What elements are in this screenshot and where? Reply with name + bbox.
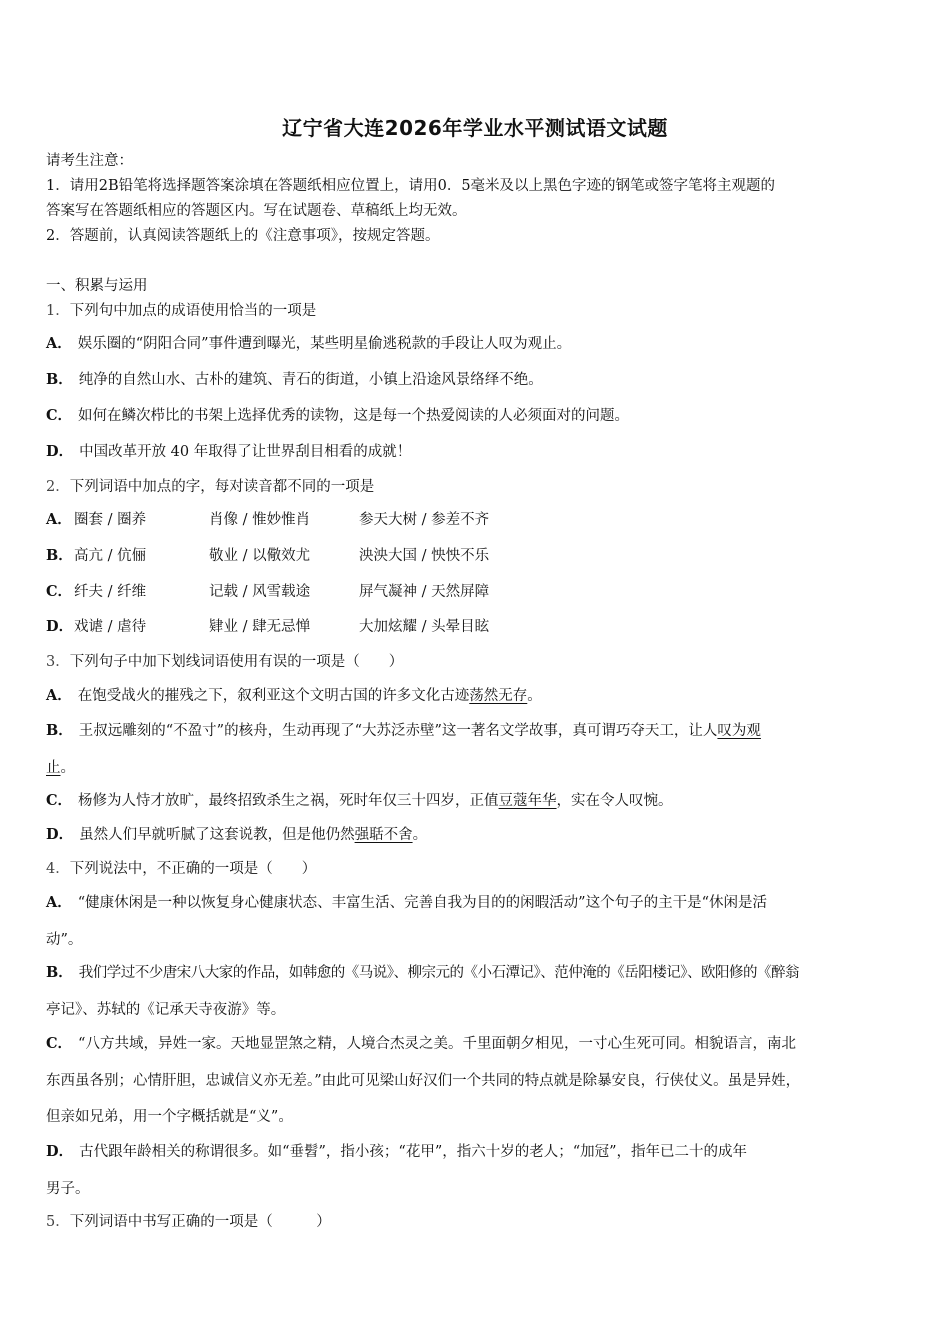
question-text: 下列词语中书写正确的一项是（ ） — [69, 1214, 331, 1230]
question-4-option-a-line-1 — [46, 893, 912, 913]
option-letter: D． — [46, 1143, 74, 1160]
question-1-option-a — [46, 334, 912, 354]
question-4-stem — [46, 859, 912, 879]
option-letter: D． — [46, 443, 74, 460]
notice-item-1-line-1: 1．请用2B铅笔将选择题答案涂填在答题纸相应位置上，请用0．5毫米及以上黑色字迹的钢笔或签字笔将主观题的 — [46, 178, 776, 194]
notice-heading: 请考生注意： — [46, 153, 133, 169]
question-1-stem — [46, 301, 912, 321]
question-2-option-b-pair-3: 泱泱大国 / 怏怏不乐 — [359, 548, 490, 564]
option-text-end: ，实在令人叹惋。 — [556, 793, 673, 809]
option-text-end: 。 — [60, 760, 75, 776]
question-1-option-c — [46, 406, 912, 426]
question-3-option-b-line-2 — [46, 758, 912, 778]
question-1-option-b — [46, 370, 912, 390]
question-4-option-c-line-2: 东西虽各别；心情肝胆，忠诚信义亦无差。”由此可见梁山好汉们一个共同的特点就是除暴安良，行侠仗义。虽是异姓， — [46, 1073, 801, 1089]
underlined-term: 强聒不舍 — [354, 827, 413, 843]
option-text: 古代跟年龄相关的称谓很多。如“垂髫”，指小孩；“花甲”，指六十岁的老人；“加冠”，指年已二十的成年 — [79, 1144, 748, 1160]
question-3-option-a — [46, 686, 912, 706]
question-number: 2． — [46, 479, 70, 495]
question-number: 5． — [46, 1214, 70, 1230]
underlined-term: 止 — [46, 760, 61, 776]
page-title: 辽宁省大连2026年学业水平测试语文试题 — [282, 116, 668, 140]
question-4-option-c-line-1 — [46, 1034, 912, 1054]
question-number: 3． — [46, 654, 70, 670]
question-2-option-b-pair-1: 高亢 / 伉俪 — [74, 548, 147, 564]
question-4-option-d-line-1 — [46, 1142, 912, 1162]
question-2-option-c-letter: C． — [46, 583, 73, 600]
option-text: 王叔远雕刻的“不盈寸”的核舟，生动再现了“大苏泛赤壁”这一著名文学故事，真可谓巧夺天工，让人 — [78, 723, 718, 739]
question-3-option-d — [46, 825, 912, 845]
option-letter: C． — [46, 1035, 73, 1052]
question-4-option-d-line-2: 男子。 — [46, 1181, 90, 1197]
question-2-option-b-pair-2: 敬业 / 以儆效尤 — [209, 548, 311, 564]
option-letter: A． — [46, 687, 72, 704]
option-text: 在饱受战火的摧残之下，叙利亚这个文明古国的许多文化古迹 — [77, 688, 470, 704]
question-4-option-a-line-2: 动”。 — [46, 932, 83, 948]
option-text: 中国改革开放 40 年取得了让世界刮目相看的成就！ — [79, 444, 412, 460]
option-letter: B． — [46, 722, 73, 739]
question-text: 下列句子中加下划线词语使用有误的一项是（ ） — [69, 654, 404, 670]
question-1-option-d — [46, 442, 912, 462]
option-text: 如何在鳞次栉比的书架上选择优秀的读物，这是每一个热爱阅读的人必须面对的问题。 — [78, 408, 630, 424]
question-number: 1． — [46, 303, 70, 319]
question-2-option-c-pair-2: 记载 / 风雪载途 — [209, 584, 311, 600]
notice-item-2: 2．答题前，认真阅读答题纸上的《注意事项》，按规定答题。 — [46, 228, 440, 244]
question-4-option-b-line-2: 亭记》、苏轼的《记承天寺夜游》等。 — [46, 1002, 286, 1018]
option-letter: C． — [46, 792, 73, 809]
underlined-term: 叹为观 — [717, 723, 761, 739]
question-2-option-a-pair-1: 圈套 / 圈养 — [74, 512, 147, 528]
question-2-option-a-pair-3: 参天大树 / 参差不齐 — [359, 512, 490, 528]
question-text: 下列词语中加点的字，每对读音都不同的一项是 — [69, 479, 375, 495]
question-2-stem — [46, 477, 912, 497]
question-5-stem — [46, 1212, 912, 1232]
question-2-option-c-pair-1: 纤夫 / 纤维 — [74, 584, 147, 600]
question-2-option-d-pair-2: 肄业 / 肆无忌惮 — [209, 619, 311, 635]
question-3-stem — [46, 652, 912, 672]
option-text: “健康休闲是一种以恢复身心健康状态、丰富生活、完善自我为目的的闲暇活动”这个句子的主干是“休闲是活 — [77, 895, 767, 911]
question-text: 下列句中加点的成语使用恰当的一项是 — [69, 303, 317, 319]
question-3-option-c — [46, 791, 912, 811]
section-heading: 一、积累与运用 — [46, 278, 148, 294]
question-4-option-b-line-1 — [46, 963, 912, 983]
option-text: “八方共域，异姓一家。天地显罡煞之精，人境合杰灵之美。千里面朝夕相见，一寸心生死可同。相貌语言，南北 — [78, 1036, 796, 1052]
question-number: 4． — [46, 861, 70, 877]
option-text-end: 。 — [412, 827, 428, 843]
option-text: 杨修为人恃才放旷，最终招致杀生之祸，死时年仅三十四岁，正值 — [78, 793, 499, 809]
question-2-option-c-pair-3: 屏气凝神 / 天然屏障 — [359, 584, 490, 600]
question-2-option-d-pair-3: 大加炫耀 / 头晕目眩 — [359, 619, 490, 635]
underlined-term: 豆蔻年华 — [498, 793, 557, 809]
question-3-option-b-line-1 — [46, 721, 912, 741]
underlined-term: 荡然无存 — [469, 688, 528, 704]
option-text: 娱乐圈的“阴阳合同”事件遭到曝光，某些明星偷逃税款的手段让人叹为观止。 — [77, 336, 572, 352]
question-2-option-a-letter: A． — [46, 511, 72, 528]
option-text-end: 。 — [527, 688, 542, 704]
question-text: 下列说法中，不正确的一项是（ ） — [69, 861, 317, 877]
option-letter: B． — [46, 964, 73, 981]
question-2-option-d-letter: D． — [46, 618, 74, 635]
option-letter: D． — [46, 826, 74, 843]
question-2-option-d-pair-1: 戏谑 / 虐待 — [74, 619, 147, 635]
option-text: 虽然人们早就听腻了这套说教，但是他仍然 — [79, 827, 355, 843]
option-text: 我们学过不少唐宋八大家的作品，如韩愈的《马说》、柳宗元的《小石潭记》、范仲淹的《岳阳楼记》、欧阳修的《醉翁 — [78, 965, 800, 981]
option-letter: B． — [46, 371, 73, 388]
question-4-option-c-line-3: 但亲如兄弟，用一个字概括就是“义”。 — [46, 1109, 293, 1125]
question-2-option-a-pair-2: 肖像 / 惟妙惟肖 — [209, 512, 311, 528]
option-letter: A． — [46, 894, 72, 911]
option-letter: C． — [46, 407, 73, 424]
option-text: 纯净的自然山水、古朴的建筑、青石的街道，小镇上沿途风景络绎不绝。 — [78, 372, 543, 388]
notice-item-1-line-2: 答案写在答题纸相应的答题区内。写在试题卷、草稿纸上均无效。 — [46, 203, 467, 219]
option-letter: A． — [46, 335, 72, 352]
question-2-option-b-letter: B． — [46, 547, 73, 564]
